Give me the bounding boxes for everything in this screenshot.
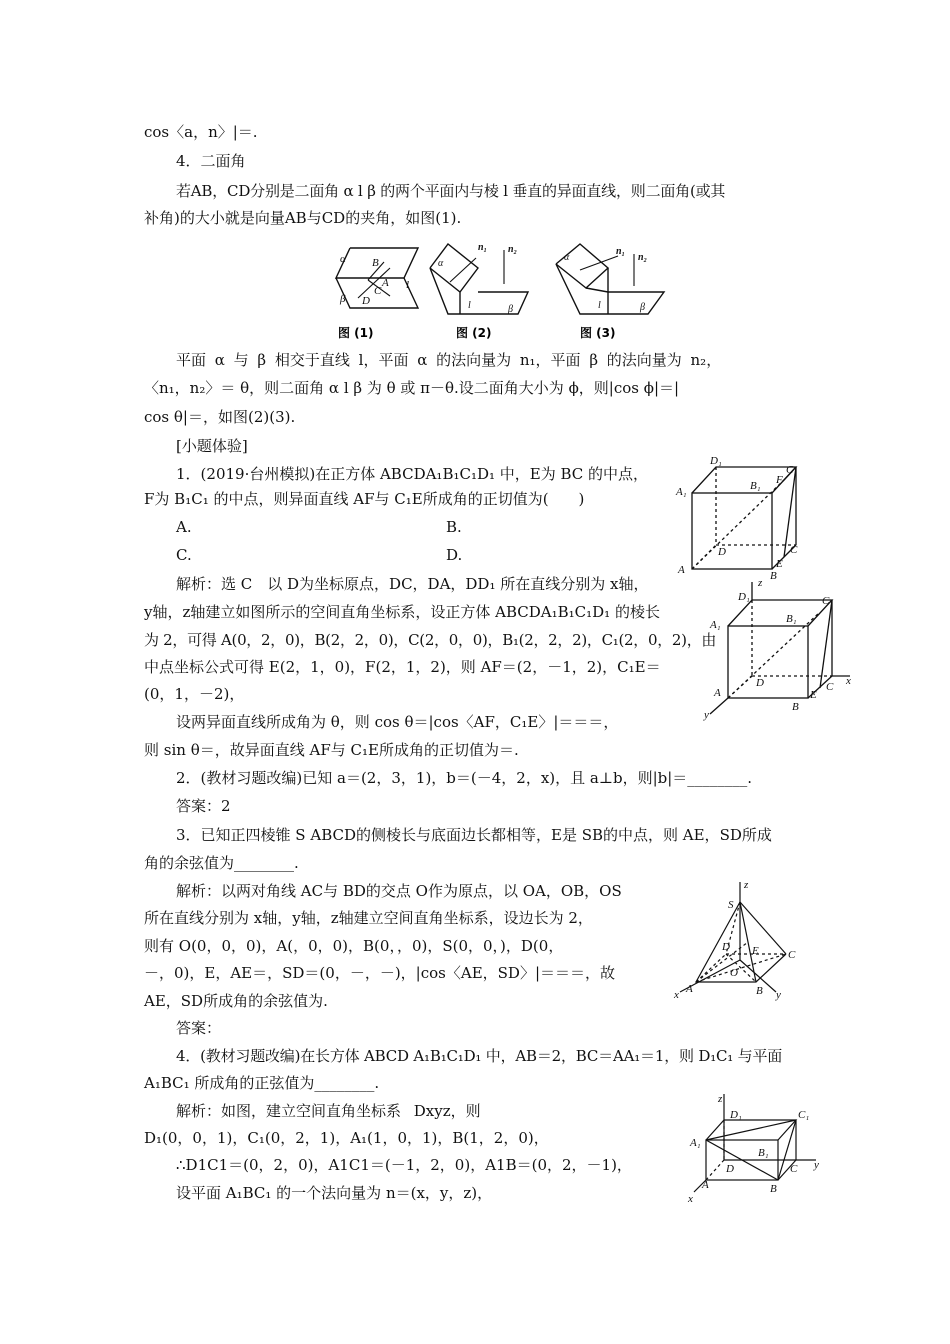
- svg-text:β: β: [640, 302, 645, 313]
- svg-text:z: z: [758, 577, 763, 589]
- svg-text:D₁: D₁: [710, 455, 722, 467]
- svg-text:C₁: C₁: [822, 595, 834, 607]
- cube-axes-figure: [700, 577, 860, 721]
- svg-text:S: S: [728, 899, 734, 911]
- text-line: ∴D1C1＝(0，2，0)，A1C1＝(－1，2，0)，A1B＝(0，2，－1)，: [176, 1156, 632, 1174]
- svg-text:x: x: [846, 675, 851, 687]
- svg-text:B₁: B₁: [786, 613, 797, 625]
- text-line: 设两异面直线所成角为 θ，则 cos θ＝|cos〈AF，C₁E〉|＝＝＝，: [176, 713, 619, 731]
- option-c: C.: [176, 546, 192, 564]
- svg-text:n₂: n₂: [508, 244, 518, 255]
- text-line: 〈n₁，n₂〉＝ θ，则二面角 α l β 为 θ 或 π－θ.设二面角大小为 ϕ，则|cos ϕ|＝|: [144, 379, 680, 397]
- figure-2-caption: 图 (2): [456, 326, 492, 340]
- text-line: 为 2，可得 A(0，2，0)，B(2，2，0)，C(2，0，0)，B₁(2，2，2)，C₁(2，0，2)，由: [144, 631, 717, 649]
- svg-text:B₁: B₁: [758, 1147, 769, 1159]
- svg-text:O: O: [730, 967, 738, 979]
- svg-text:D: D: [362, 295, 370, 307]
- svg-text:z: z: [744, 879, 749, 891]
- option-a: A.: [176, 518, 192, 536]
- svg-text:A: A: [382, 277, 389, 289]
- svg-text:y: y: [814, 1159, 819, 1171]
- text-line: 平面 α 与 β 相交于直线 l，平面 α 的法向量为 n₁，平面 β 的法向量为 n₂，: [176, 351, 722, 369]
- svg-text:F: F: [776, 474, 783, 486]
- svg-text:l: l: [468, 300, 471, 311]
- svg-text:A: A: [678, 564, 685, 576]
- text-line: 3．已知正四棱锥 S ABCD的侧棱长与底面边长都相等，E是 SB的中点，则 AE，SD所成: [176, 826, 772, 844]
- svg-text:x: x: [688, 1193, 693, 1205]
- option-b: B.: [446, 518, 462, 536]
- text-line: 补角)的大小就是向量AB与CD的夹角，如图(1).: [144, 209, 462, 227]
- svg-text:B: B: [770, 1183, 777, 1195]
- svg-text:E: E: [810, 689, 817, 701]
- svg-text:E: E: [776, 558, 783, 570]
- svg-text:A₁: A₁: [710, 619, 721, 631]
- subsection-heading: [小题体验]: [176, 437, 248, 455]
- svg-text:y: y: [776, 989, 781, 1001]
- svg-text:B: B: [756, 985, 763, 997]
- svg-text:n₁: n₁: [616, 246, 626, 257]
- svg-text:z: z: [718, 1093, 723, 1105]
- text-line: 解析：选 C 以 D为坐标原点，DC，DA，DD₁ 所在直线分别为 x轴，: [176, 575, 649, 593]
- svg-text:D₁: D₁: [730, 1109, 742, 1121]
- figure-1-caption: 图 (1): [338, 326, 374, 340]
- svg-text:α: α: [564, 252, 570, 263]
- svg-text:B: B: [792, 701, 799, 713]
- figure-3-caption: 图 (3): [580, 326, 616, 340]
- svg-text:D: D: [756, 677, 764, 689]
- option-d: D.: [446, 546, 463, 564]
- text-line: D₁(0，0，1)，C₁(0，2，1)，A₁(1，0，1)，B(1，2，0)，: [144, 1129, 549, 1147]
- svg-text:x: x: [674, 989, 679, 1001]
- text-line: 4．(教材习题改编)在长方体 ABCD A₁B₁C₁D₁ 中，AB＝2，BC＝AA₁＝1，则 D₁C₁ 与平面: [176, 1047, 783, 1065]
- dihedral-angle-figures: [318, 236, 678, 344]
- svg-text:y: y: [704, 709, 709, 721]
- svg-text:A₁: A₁: [690, 1137, 701, 1149]
- text-line: －，0)，E，AE＝，SD＝(0，－，－)，|cos〈AE，SD〉|＝＝＝，故: [144, 964, 616, 982]
- svg-text:A₁: A₁: [676, 486, 687, 498]
- svg-text:l: l: [598, 300, 601, 311]
- text-line: (0，1，－2)，: [144, 685, 245, 703]
- text-line: 若AB，CD分别是二面角 α l β 的两个平面内与棱 l 垂直的异面直线，则二面角(或其: [176, 182, 726, 200]
- figure-3: [556, 244, 664, 314]
- answer: 答案：2: [176, 797, 231, 815]
- svg-text:C₁: C₁: [798, 1109, 810, 1121]
- text-line: 解析：以两对角线 AC与 BD的交点 O作为原点，以 OA，OB，OS: [176, 882, 622, 900]
- svg-text:A: A: [686, 983, 693, 995]
- svg-text:α: α: [438, 258, 444, 269]
- svg-text:E: E: [752, 945, 759, 957]
- svg-text:C: C: [790, 544, 798, 556]
- svg-text:B: B: [770, 570, 777, 582]
- text-line: 则有 O(0，0，0)，A(，0，0)，B(0，，0)，S(0，0，)，D(0，: [144, 937, 564, 955]
- svg-text:A: A: [714, 687, 721, 699]
- svg-text:C: C: [826, 681, 834, 693]
- text-line: 解析：如图，建立空间直角坐标系 Dxyz，则: [176, 1102, 481, 1120]
- svg-text:C: C: [790, 1163, 798, 1175]
- cube-figure-1: [672, 455, 812, 582]
- text-line: A₁BC₁ 所成角的正弦值为________.: [144, 1074, 380, 1092]
- text-line: cos〈a，n〉|＝.: [144, 123, 258, 141]
- answer: 答案：: [176, 1019, 222, 1037]
- text-line: 1．(2019·台州模拟)在正方体 ABCDA₁B₁C₁D₁ 中，E为 BC 的中点，: [176, 465, 649, 483]
- svg-text:D: D: [718, 546, 726, 558]
- pyramid-figure: [672, 880, 802, 1002]
- text-line: 中点坐标公式可得 E(2，1，0)，F(2，1，2)，则 AF＝(2，－1，2)，C₁E＝: [144, 658, 661, 676]
- text-line: y轴，z轴建立如图所示的空间直角坐标系，设正方体 ABCDA₁B₁C₁D₁ 的棱长: [144, 603, 660, 621]
- text-line: 角的余弦值为________.: [144, 854, 299, 872]
- box-figure: [684, 1092, 834, 1204]
- svg-text:n₁: n₁: [478, 242, 488, 253]
- text-line: cos θ|＝，如图(2)(3).: [144, 408, 296, 426]
- svg-text:α: α: [340, 253, 346, 265]
- svg-text:n₂: n₂: [638, 252, 648, 263]
- svg-text:β: β: [340, 293, 346, 305]
- text-line: 设平面 A₁BC₁ 的一个法向量为 n＝(x，y，z)，: [176, 1184, 493, 1202]
- text-line: 所在直线分别为 x轴，y轴，z轴建立空间直角坐标系，设边长为 2，: [144, 909, 593, 927]
- text-line: 则 sin θ＝，故异面直线 AF与 C₁E所成角的正切值为＝.: [144, 741, 519, 759]
- svg-text:D₁: D₁: [738, 591, 750, 603]
- section-heading: 4．二面角: [176, 152, 246, 170]
- text-line: AE，SD所成角的余弦值为.: [144, 992, 328, 1010]
- svg-text:B: B: [372, 257, 379, 269]
- svg-text:C: C: [374, 285, 382, 297]
- svg-text:B₁: B₁: [750, 480, 761, 492]
- svg-text:l: l: [406, 279, 410, 291]
- svg-text:C₁: C₁: [786, 464, 798, 476]
- text-line: F为 B₁C₁ 的中点，则异面直线 AF与 C₁E所成角的正切值为( ): [144, 490, 585, 508]
- svg-text:A: A: [702, 1179, 709, 1191]
- svg-text:C: C: [788, 949, 796, 961]
- svg-text:β: β: [508, 304, 513, 315]
- svg-text:D: D: [722, 941, 730, 953]
- text-line: 2．(教材习题改编)已知 a＝(2，3，1)，b＝(－4，2，x)，且 a⊥b，则|b|＝________.: [176, 769, 753, 787]
- svg-text:D: D: [726, 1163, 734, 1175]
